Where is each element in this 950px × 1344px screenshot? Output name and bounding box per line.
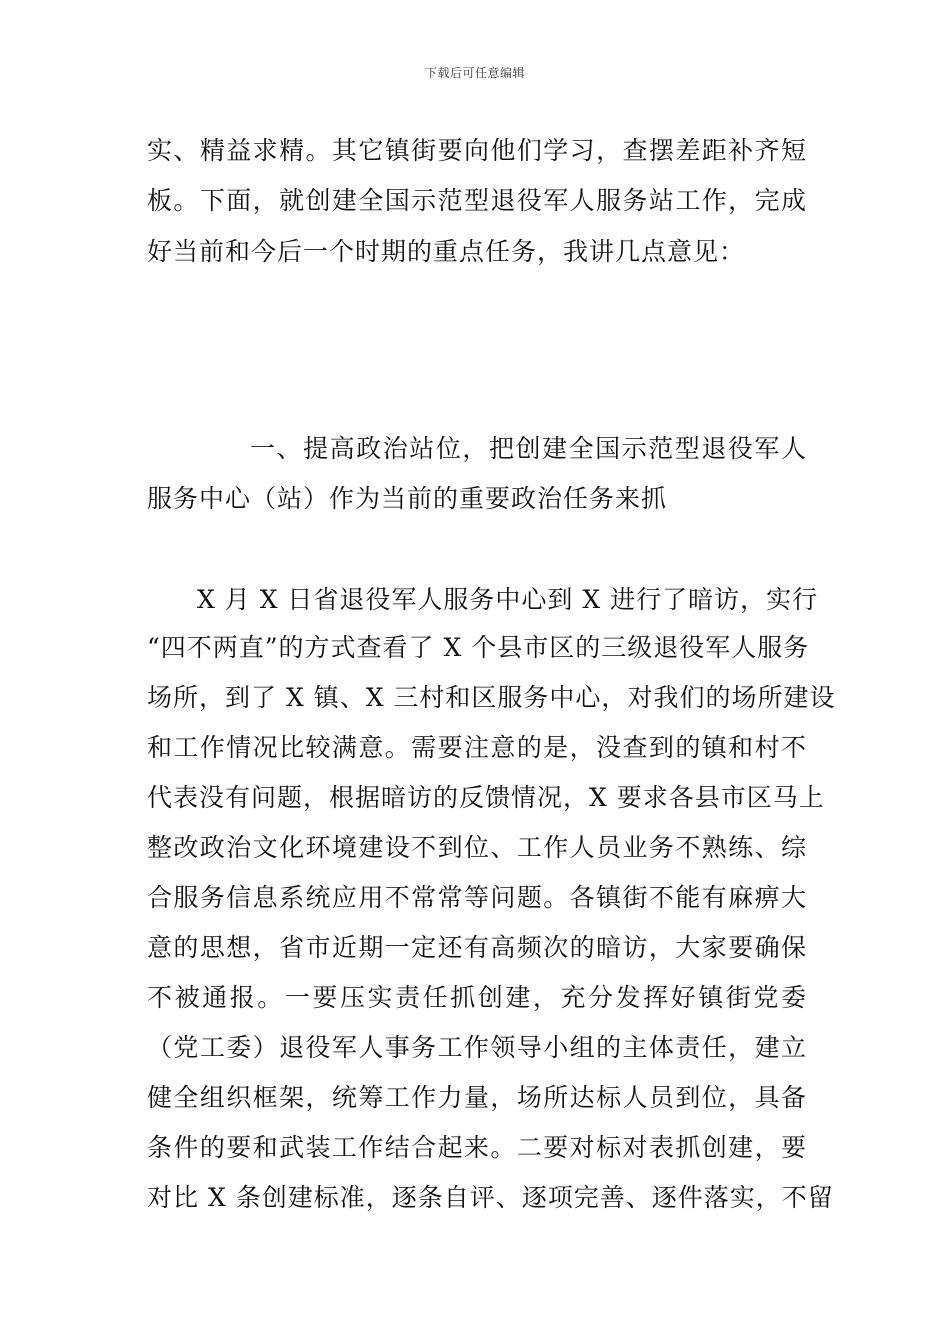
paragraph-line: 板。下面，就创建全国示范型退役军人服务站工作，完成 (147, 186, 807, 215)
paragraph-line: 健全组织框架，统筹工作力量，场所达标人员到位，具备 (147, 1083, 807, 1112)
paragraph-line: 场所，到了 X 镇、X 三村和区服务中心，对我们的场所建设 (147, 683, 836, 712)
paragraph-line: 和工作情况比较满意。需要注意的是，没查到的镇和村不 (147, 733, 807, 762)
paragraph-line: X 月 X 日省退役军人服务中心到 X 进行了暗访，实行 (197, 585, 819, 614)
paragraph-line: 代表没有问题，根据暗访的反馈情况，X 要求各县市区马上 (147, 783, 825, 812)
paragraph-line: 意的思想，省市近期一定还有高频次的暗访，大家要确保 (147, 933, 807, 962)
paragraph-line: 对比 X 条创建标准，逐条自评、逐项完善、逐件落实，不留 (147, 1183, 834, 1212)
paragraph-line: 不被通报。一要压实责任抓创建，充分发挥好镇街党委 (147, 983, 807, 1012)
paragraph-line: 条件的要和武装工作结合起来。二要对标对表抓创建，要 (147, 1133, 807, 1162)
paragraph-line: （党工委）退役军人事务工作领导小组的主体责任，建立 (147, 1033, 807, 1062)
paragraph-line: 整改政治文化环境建设不到位、工作人员业务不熟练、综 (147, 833, 807, 862)
paragraph-line: “四不两直”的方式查看了 X 个县市区的三级退役军人服务 (147, 633, 810, 662)
paragraph-line: 合服务信息系统应用不常常等问题。各镇街不能有麻痹大 (147, 883, 807, 912)
section-heading-line: 服务中心（站）作为当前的重要政治任务来抓 (147, 484, 668, 513)
page-header-note: 下载后可任意编辑 (424, 66, 525, 80)
paragraph-line: 好当前和今后一个时期的重点任务，我讲几点意见： (147, 237, 746, 266)
paragraph-line: 实、精益求精。其它镇街要向他们学习，查摆差距补齐短 (147, 136, 807, 165)
section-heading-line: 一、提高政治站位，把创建全国示范型退役军人 (250, 434, 807, 463)
